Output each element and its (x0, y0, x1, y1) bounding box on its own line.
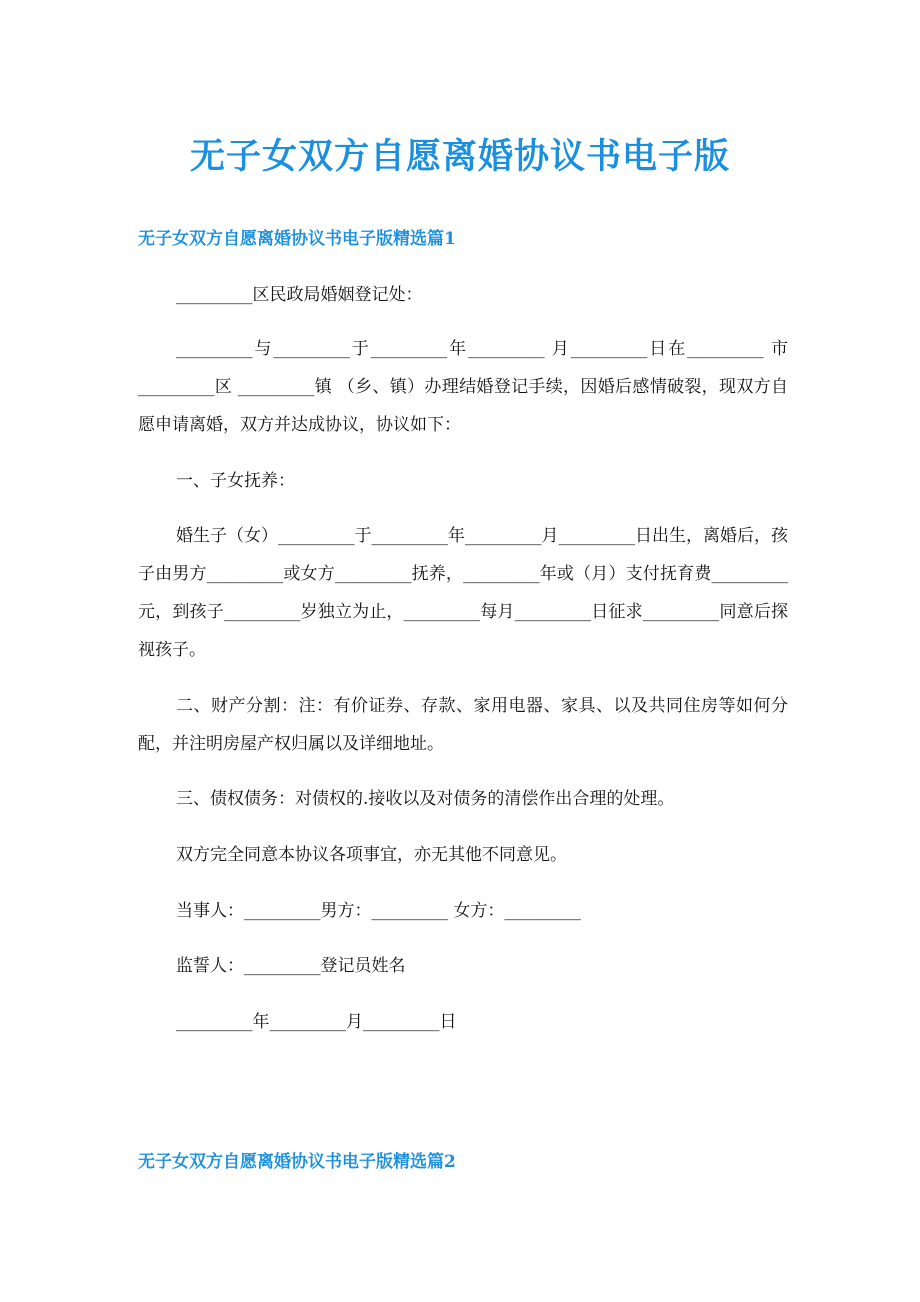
witness-signature-line: 监誓人：_________登记员姓名 (176, 956, 406, 976)
section-heading-1: 无子女双方自愿离婚协议书电子版精选篇1 (138, 229, 456, 249)
agreement-consent-paragraph: 双方完全同意本协议各项事宜，亦无其他不同意见。 (176, 845, 567, 865)
marriage-registration-paragraph: _________与_________于_________年_________ 月_________日在_________ 市_________区 _________镇 （乡、镇）办理结婚登记手续，因婚后感情破裂，现双方自愿申请离婚，双方并达成协议，协议如下： (138, 339, 788, 435)
date-line: _________年_________月_________日 (176, 1012, 457, 1032)
child-custody-paragraph: 婚生子（女）_________于_________年_________月_________日出生，离婚后，孩子由男方_________或女方_________抚养，_________年或（月）支付抚育费_________元，到孩子_________岁独立为止，_________每月_________日征求_________同意后探视孩子。 (138, 526, 788, 660)
debts-paragraph: 三、债权债务：对债权的.接收以及对债务的清偿作出合理的处理。 (176, 789, 675, 809)
property-division-paragraph: 二、财产分割：注：有价证券、存款、家用电器、家具、以及共同住房等如何分配，并注明房屋产权归属以及详细地址。 (138, 696, 788, 754)
child-custody-heading: 一、子女抚养： (176, 471, 295, 491)
addressee-paragraph: _________区民政局婚姻登记处： (176, 285, 423, 305)
parties-signature-line: 当事人：_________男方：_________ 女方：_________ (176, 901, 581, 921)
document-title: 无子女双方自愿离婚协议书电子版 (189, 136, 730, 177)
section-heading-2: 无子女双方自愿离婚协议书电子版精选篇2 (138, 1152, 456, 1172)
